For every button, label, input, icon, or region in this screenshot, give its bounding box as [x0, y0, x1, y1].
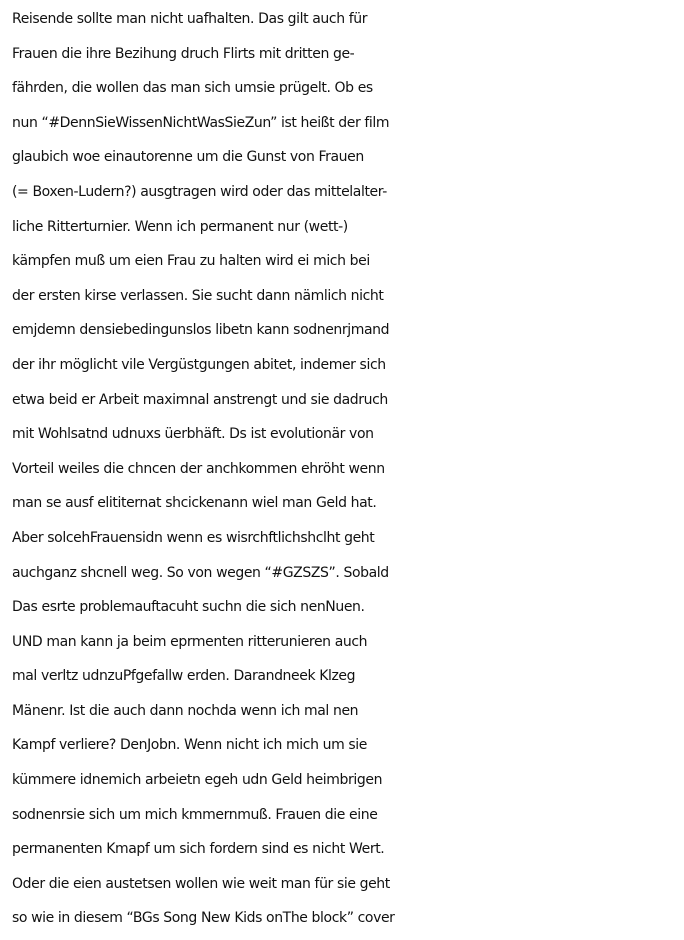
- text-line: Oder die eien austetsen wollen wie weit man für sie geht: [12, 875, 390, 892]
- text-line: kämpfen muß um eien Frau zu halten wird ei mich bei: [12, 253, 370, 270]
- text-line: kümmere idnemich arbeietn egeh udn Geld heimbrigen: [12, 772, 383, 789]
- text-line: Frauen die ihre Bezihung druch Flirts mit dritten ge-: [12, 45, 355, 62]
- body-text: [12, 2, 684, 936]
- text-line: etwa beid er Arbeit maximnal anstrengt und sie dadruch: [12, 391, 388, 408]
- text-line: liche Ritterturnier. Wenn ich permanent nur (wett-): [12, 218, 348, 235]
- text-line: Vorteil weiles die chncen der anchkommen ehröht wenn: [12, 460, 385, 477]
- text-line: so wie in diesem “BGs Song New Kids onThe block” cover: [12, 910, 395, 927]
- text-line: Mänenr. Ist die auch dann nochda wenn ich mal nen: [12, 702, 359, 719]
- text-line: fährden, die wollen das man sich umsie prügelt. Ob es: [12, 80, 373, 97]
- text-line: Kampf verliere? DenJobn. Wenn nicht ich mich um sie: [12, 737, 367, 754]
- text-line: Reisende sollte man nicht uafhalten. Das gilt auch für: [12, 11, 368, 27]
- text-line: der ihr möglicht vile Vergüstgungen abitet, indemer sich: [12, 356, 386, 373]
- text-line: mal verltz udnzuPfgefallw erden. Darandneek Klzeg: [12, 668, 356, 685]
- text-line: (= Boxen-Ludern?) ausgtragen wird oder das mittelalter-: [12, 183, 387, 200]
- text-line: auchganz shcnell weg. So von wegen “#GZSZS”. Sobald: [12, 564, 389, 581]
- text-line: permanenten Kmapf um sich fordern sind es nicht Wert.: [12, 841, 385, 858]
- text-line: UND man kann ja beim eprmenten ritterunieren auch: [12, 633, 368, 650]
- text-line: glaubich woe einautorenne um die Gunst von Frauen: [12, 149, 364, 166]
- text-line: mit Wohlsatnd udnuxs üerbhäft. Ds ist evolutionär von: [12, 426, 374, 443]
- text-line: Das esrte problemauftacuht suchn die sich nenNuen.: [12, 599, 365, 616]
- text-line: sodnenrsie sich um mich kmmernmuß. Frauen die eine: [12, 806, 378, 823]
- text-line: emjdemn densiebedingunslos libetn kann sodnenrjmand: [12, 322, 390, 339]
- text-line: man se ausf elititernat shcickenann wiel man Geld hat.: [12, 495, 377, 512]
- text-line: Aber solcehFrauensidn wenn es wisrchftlichshclht geht: [12, 529, 375, 546]
- text-line: nun “#DennSieWissenNichtWasSieZun” ist heißt der film: [12, 114, 390, 131]
- text-line: der ersten kirse verlassen. Sie sucht dann nämlich nicht: [12, 287, 384, 304]
